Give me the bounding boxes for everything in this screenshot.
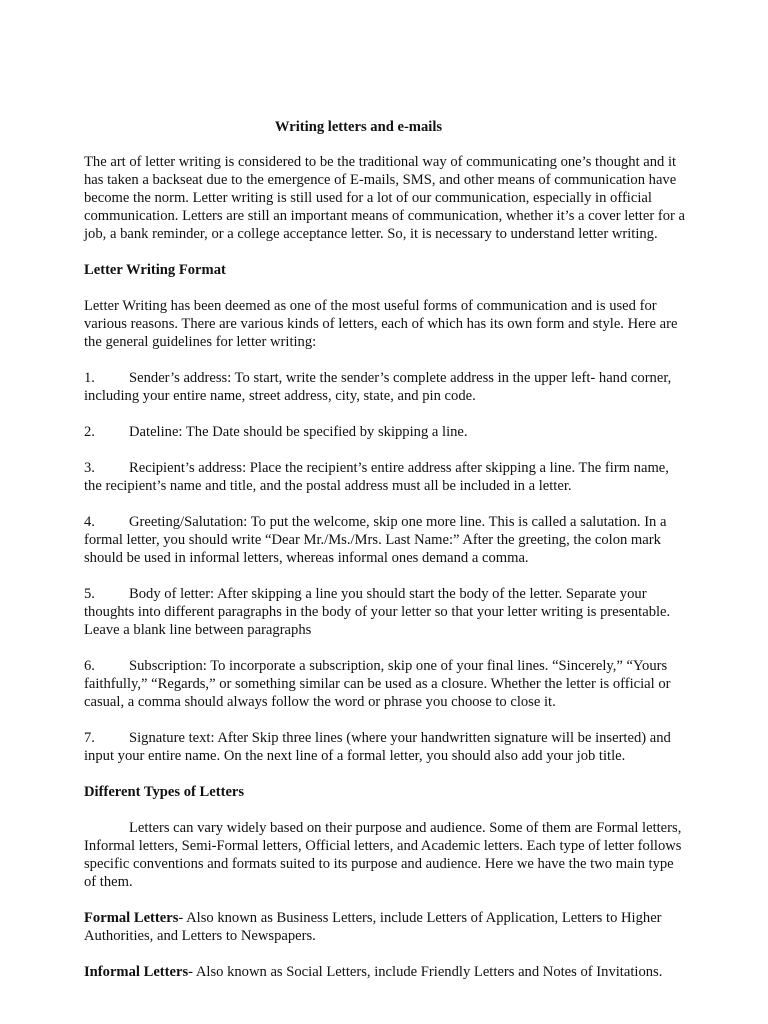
list-item (84, 423, 688, 441)
list-item-text: Body of letter: After skipping a line you should start the body of the letter. Separate your thoughts into different paragraphs in the body of your letter so that your letter writing is presentable. Leave a blank line between paragraphs (84, 586, 671, 638)
list-item-text: Greeting/Salutation: To put the welcome, skip one more line. This is called a salutation. In a formal letter, you should write “Dear Mr./Ms./Mrs. Last Name:” After the greeting, the colon mark should be used in informal letters, whereas informal ones demand a comma. (84, 514, 667, 566)
list-item (84, 459, 688, 495)
document-title: Writing letters and e-mails (274, 119, 443, 135)
informal-letters-text: - Also known as Social Letters, include Friendly Letters and Notes of Invitations. (188, 964, 663, 980)
list-item (84, 657, 688, 711)
formal-letters-text: - Also known as Business Letters, include Letters of Application, Letters to Higher Authorities, and Letters to Newspapers. (84, 910, 662, 944)
list-item (84, 369, 688, 405)
intro-paragraph: The art of letter writing is considered to be the traditional way of communicating one’s thought and it has taken a backseat due to the emergence of E-mails, SMS, and other means of communication have become the norm. Letter writing is still used for a lot of our communication, especially in official communication. Letters are still an important means of communication, whether it’s a cover letter for a job, a bank reminder, or a college acceptance letter. So, it is necessary to understand letter writing. (84, 154, 685, 242)
list-item (84, 513, 688, 567)
list-item-number: 5. (84, 586, 95, 602)
informal-letters-paragraph (84, 963, 688, 981)
section-heading-types: Different Types of Letters (84, 784, 245, 800)
list-item-text: Recipient’s address: Place the recipient’s entire address after skipping a line. The firm name, the recipient’s name and title, and the postal address must all be included in a letter. (84, 460, 669, 494)
list-item-text: Signature text: After Skip three lines (where your handwritten signature will be inserted) and input your entire name. On the next line of a formal letter, you should also add your job title. (84, 730, 671, 764)
formal-letters-label: Formal Letters (84, 910, 179, 926)
list-item-number: 7. (84, 730, 95, 746)
list-item-number: 1. (84, 370, 95, 386)
list-item-number: 4. (84, 514, 95, 530)
list-item (84, 585, 688, 639)
list-item-number: 3. (84, 460, 95, 476)
list-item-number: 6. (84, 658, 95, 674)
list-item-text: Sender’s address: To start, write the sender’s complete address in the upper left- hand corner, including your entire name, street address, city, state, and pin code. (84, 370, 672, 404)
list-item (84, 729, 688, 765)
section-heading-format: Letter Writing Format (84, 262, 226, 278)
types-intro-paragraph: Letters can vary widely based on their purpose and audience. Some of them are Formal letters, Informal letters, Semi-Formal letters, Official letters, and Academic letters. Each type of letter follows specific conventions and formats suited to its purpose and audience. Here we have the two main type of them. (84, 820, 682, 890)
list-item-text: Subscription: To incorporate a subscription, skip one of your final lines. “Sincerely,” “Yours faithfully,” “Regards,” or something similar can be used as a closure. Whether the letter is official or casual, a comma should always follow the word or phrase you choose to close it. (84, 658, 671, 710)
formal-letters-paragraph (84, 909, 688, 945)
list-item-number: 2. (84, 424, 95, 440)
informal-letters-label: Informal Letters (84, 964, 189, 980)
format-intro-paragraph: Letter Writing has been deemed as one of the most useful forms of communication and is used for various reasons. There are various kinds of letters, each of which has its own form and style. Here are the general guidelines for letter writing: (84, 298, 678, 350)
list-item-text: Dateline: The Date should be specified by skipping a line. (129, 424, 468, 440)
